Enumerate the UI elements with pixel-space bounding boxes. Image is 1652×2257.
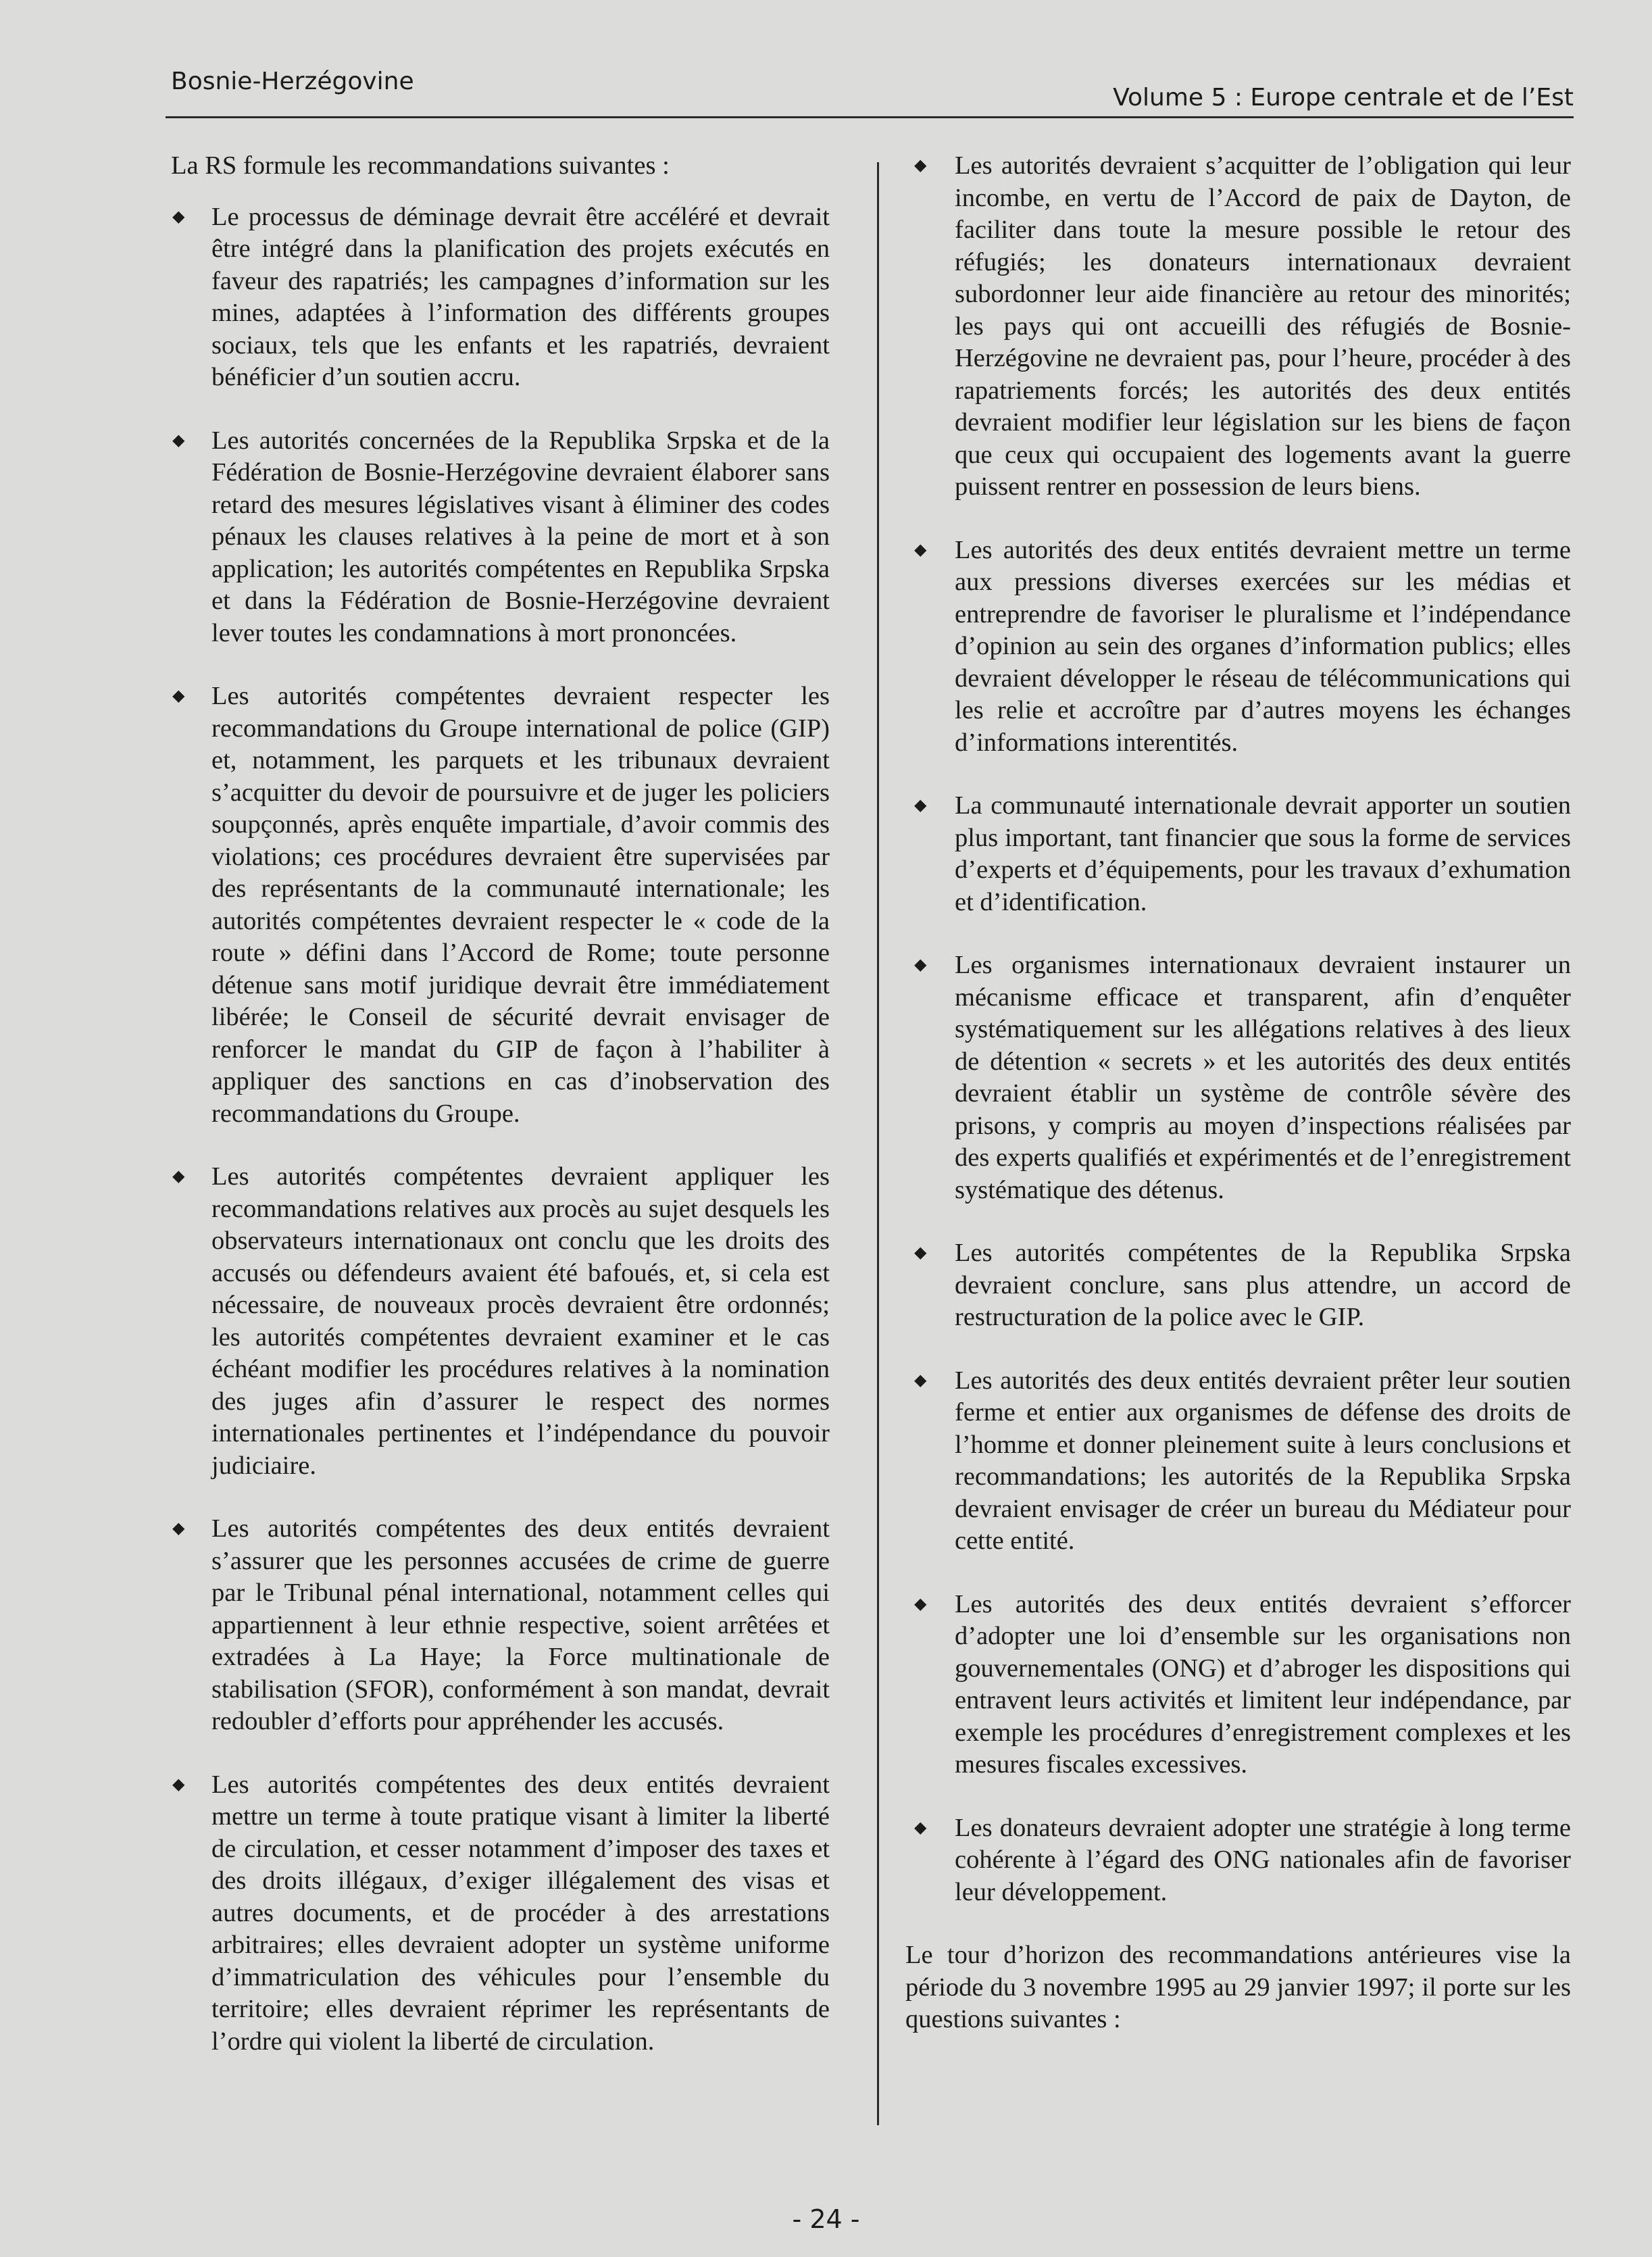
left-recommendation-list xyxy=(171,201,830,2058)
intro-paragraph: La RS formule les recommandations suivantes : xyxy=(171,151,670,180)
list-item xyxy=(171,1513,830,1738)
bullet-diamond-icon: ◆ xyxy=(172,207,185,226)
bullet-diamond-icon: ◆ xyxy=(914,1818,927,1837)
list-item-text: Les autorités concernées de la Republika Srpska et de la Fédération de Bosnie-Herzégovine devraient élaborer sans retard des mesures législatives visant à éliminer des codes pénaux les clauses relatives à la peine de mort et à son application; les autorités compétentes en Republika Srpska et dans la Fédération de Bosnie-Herzégovine devraient lever toutes les condamnations à mort prononcées. xyxy=(211,426,830,647)
header-rule xyxy=(166,116,1574,118)
bullet-diamond-icon: ◆ xyxy=(914,1595,927,1613)
list-item xyxy=(905,1589,1571,1781)
right-column xyxy=(905,150,1571,2036)
bullet-diamond-icon: ◆ xyxy=(914,1371,927,1389)
list-item xyxy=(171,1161,830,1482)
bullet-diamond-icon: ◆ xyxy=(914,157,927,174)
list-item xyxy=(171,201,830,394)
list-item-text: Les autorités compétentes de la Republika Srpska devraient conclure, sans plus attendre, un accord de restructuration de la police avec le GIP. xyxy=(955,1239,1571,1331)
right-recommendation-list xyxy=(905,150,1571,1908)
list-item-text: Les autorités compétentes des deux entités devraient mettre un terme à toute pratique visant à limiter la liberté de circulation, et cesser notamment d’imposer des taxes et des droits illégaux, d’exiger illégalement des visas et autres documents, et de procéder à des arrestations arbitraires; elles devraient adopter un système uniforme d’immatriculation des véhicules pour l’ensemble du territoire; elles devraient réprimer les représentants de l’ordre qui violent la liberté de circulation. xyxy=(211,1770,830,2056)
list-item-text: Les organismes internationaux devraient instaurer un mécanisme efficace et transparent, afin d’enquêter systématiquement sur les allégations relatives à des lieux de détention « secrets » et les autorités des deux entités devraient établir un système de contrôle sévère des prisons, y compris au moyen d’inspections réalisées par des experts qualifiés et expérimentés et de l’enregistrement systématique des détenus. xyxy=(955,951,1571,1204)
bullet-diamond-icon: ◆ xyxy=(914,797,927,814)
bullet-diamond-icon: ◆ xyxy=(172,1775,185,1793)
closing-paragraph: Le tour d’horizon des recommandations antérieures vise la période du 3 novembre 1995 au 29 janvier 1997; il porte sur les questions suivantes : xyxy=(905,1941,1571,2033)
bullet-diamond-icon: ◆ xyxy=(914,541,927,559)
running-header-country: Bosnie-Herzégovine xyxy=(171,68,414,95)
bullet-diamond-icon: ◆ xyxy=(172,431,185,449)
column-divider xyxy=(877,162,879,2125)
list-item xyxy=(905,1812,1571,1909)
left-column xyxy=(171,150,830,2089)
list-item-text: Les autorités devraient s’acquitter de l’obligation qui leur incombe, en vertu de l’Accord de paix de Dayton, de faciliter dans toute la mesure possible le retour des réfugiés; les donateurs internationaux devraient subordonner leur aide financière au retour des minorités; les pays qui ont accueilli des réfugiés de Bosnie-Herzégovine ne devraient pas, pour l’heure, procéder à des rapatriements forcés; les autorités des deux entités devraient modifier leur législation sur les biens de façon que ceux qui occupaient des logements avant la guerre puissent rentrer en possession de leurs biens. xyxy=(955,151,1571,501)
list-item-text: La communauté internationale devrait apporter un soutien plus important, tant financier que sous la forme de services d’experts et d’équipements, pour les travaux d’exhumation et d’identification. xyxy=(955,791,1571,916)
list-item xyxy=(171,680,830,1130)
list-item-text: Les autorités compétentes devraient respecter les recommandations du Groupe international de police (GIP) et, notamment, les parquets et les tribunaux devraient s’acquitter du devoir de poursuivre et de juger les policiers soupçonnés, après enquête impartiale, d’avoir commis des violations; ces procédures devraient être supervisées par des représentants de la communauté internationale; les autorités compétentes devraient respecter le « code de la route » défini dans l’Accord de Rome; toute personne détenue sans motif juridique devrait être immédiatement libérée; le Conseil de sécurité devrait envisager de renforcer le mandat du GIP de façon à l’habiliter à appliquer des sanctions en cas d’inobservation des recommandations du Groupe. xyxy=(211,682,830,1128)
page-number: - 24 - xyxy=(792,2204,860,2234)
list-item xyxy=(905,949,1571,1206)
bullet-diamond-icon: ◆ xyxy=(172,1168,185,1185)
list-item xyxy=(905,1237,1571,1334)
list-item-text: Le processus de déminage devrait être accéléré et devrait être intégré dans la planification des projets exécutés en faveur des rapatriés; les campagnes d’information sur les mines, adaptées à l’information des différents groupes sociaux, tels que les enfants et les rapatriés, devraient bénéficier d’un soutien accru. xyxy=(211,202,830,391)
list-item-text: Les donateurs devraient adopter une stratégie à long terme cohérente à l’égard des ONG nationales afin de favoriser leur développement. xyxy=(955,1813,1571,1906)
list-item-text: Les autorités compétentes devraient appliquer les recommandations relatives aux procès au sujet desquels les observateurs internationaux ont conclu que les droits des accusés ou défendeurs avaient été bafoués, et, si cela est nécessaire, de nouveaux procès devraient être ordonnés; les autorités compétentes devraient examiner et le cas échéant modifier les procédures relatives à la nomination des juges afin d’assurer le respect des normes internationales pertinentes et l’indépendance du pouvoir judiciaire. xyxy=(211,1162,830,1480)
list-item-text: Les autorités des deux entités devraient s’efforcer d’adopter une loi d’ensemble sur les organisations non gouvernementales (ONG) et d’abroger les dispositions qui entravent leurs activités et limitent leur indépendance, par exemple les procédures d’enregistrement complexes et les mesures fiscales excessives. xyxy=(955,1589,1571,1779)
running-header-volume: Volume 5 : Europe centrale et de l’Est xyxy=(1113,84,1574,111)
bullet-diamond-icon: ◆ xyxy=(914,956,927,974)
list-item xyxy=(171,425,830,650)
bullet-diamond-icon: ◆ xyxy=(914,1244,927,1262)
list-item xyxy=(171,1769,830,2058)
list-item xyxy=(905,150,1571,503)
list-item xyxy=(905,790,1571,918)
list-item-text: Les autorités des deux entités devraient mettre un terme aux pressions diverses exercées sur les médias et entreprendre de favoriser le pluralisme et l’indépendance d’opinion au sein des organes d’information publics; elles devraient développer le réseau de télécommunications qui les relie et accroître par d’autres moyens les échanges d’informations interentités. xyxy=(955,535,1571,757)
list-item-text: Les autorités compétentes des deux entités devraient s’assurer que les personnes accusées de crime de guerre par le Tribunal pénal international, notamment celles qui appartiennent à leur ethnie respective, soient arrêtées et extradées à La Haye; la Force multinationale de stabilisation (SFOR), conformément à son mandat, devrait redoubler d’efforts pour appréhender les accusés. xyxy=(211,1514,830,1735)
bullet-diamond-icon: ◆ xyxy=(172,687,185,705)
bullet-diamond-icon: ◆ xyxy=(172,1520,185,1537)
list-item-text: Les autorités des deux entités devraient prêter leur soutien ferme et entier aux organismes de défense des droits de l’homme et donner pleinement suite à leurs conclusions et recommandations; les autorités de la Republika Srpska devraient envisager de créer un bureau du Médiateur pour cette entité. xyxy=(955,1366,1571,1555)
list-item xyxy=(905,535,1571,760)
list-item xyxy=(905,1365,1571,1558)
